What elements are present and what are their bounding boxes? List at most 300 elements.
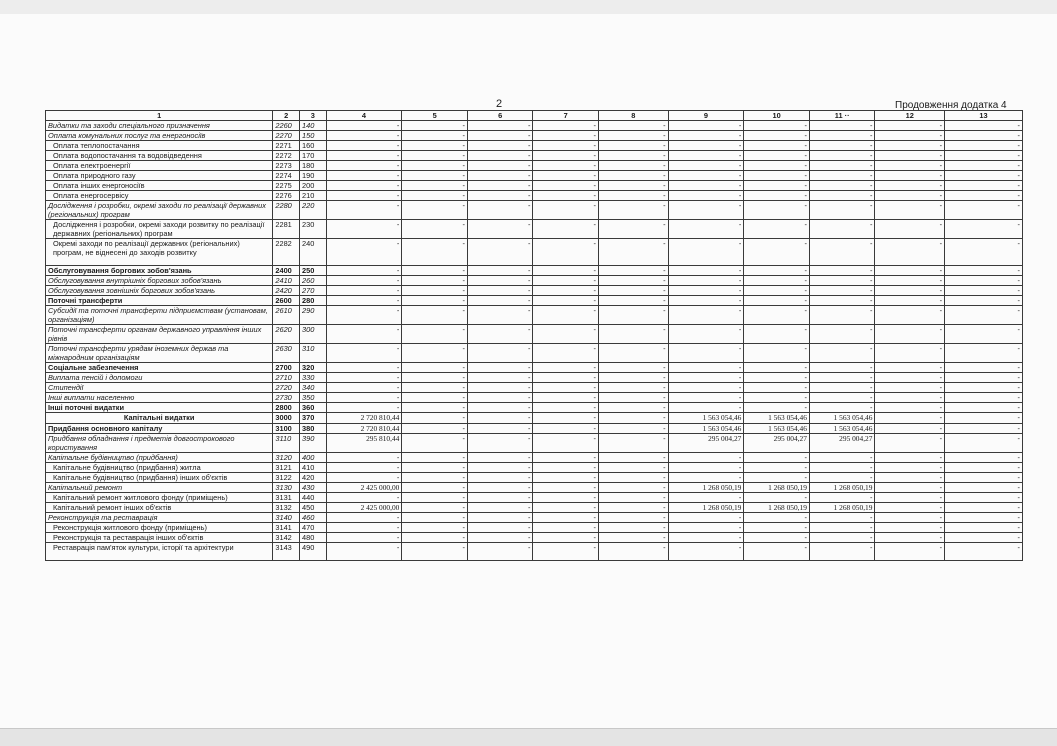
value-cell: -: [467, 201, 533, 220]
value-cell: -: [875, 141, 945, 151]
value-cell: -: [945, 463, 1023, 473]
value-cell: -: [402, 453, 468, 463]
value-cell: -: [875, 161, 945, 171]
value-cell: 1 268 050,19: [809, 503, 875, 513]
row-label: Дослідження і розробки, окремі заходи розвитку по реалізації державних (регіональних) програм: [46, 220, 273, 239]
value-cell: -: [668, 239, 744, 266]
value-cell: -: [467, 373, 533, 383]
value-cell: -: [326, 286, 402, 296]
value-cell: -: [402, 523, 468, 533]
value-cell: -: [533, 453, 599, 463]
value-cell: -: [533, 373, 599, 383]
line-code: 480: [299, 533, 326, 543]
value-cell: -: [467, 533, 533, 543]
line-code: 310: [299, 344, 326, 363]
row-label: Дослідження і розробки, окремі заходи по реалізації державних (регіональних) програм: [46, 201, 273, 220]
value-cell: -: [875, 523, 945, 533]
value-cell: -: [533, 276, 599, 286]
line-code: 230: [299, 220, 326, 239]
value-cell: -: [744, 533, 810, 543]
value-cell: -: [533, 131, 599, 141]
value-cell: -: [945, 121, 1023, 131]
scan-bottom-edge: [0, 728, 1057, 746]
row-label: Оплата електроенергії: [46, 161, 273, 171]
value-cell: -: [467, 239, 533, 266]
line-code: 350: [299, 393, 326, 403]
value-cell: -: [668, 286, 744, 296]
table-row: [46, 513, 1023, 523]
kekv-code: 2410: [273, 276, 300, 286]
value-cell: -: [467, 403, 533, 413]
value-cell: -: [326, 171, 402, 181]
value-cell: -: [945, 483, 1023, 493]
value-cell: -: [668, 306, 744, 325]
value-cell: -: [875, 239, 945, 266]
value-cell: -: [467, 191, 533, 201]
table-row: [46, 239, 1023, 266]
row-label: Оплата водопостачання та водовідведення: [46, 151, 273, 161]
value-cell: -: [945, 131, 1023, 141]
value-cell: -: [668, 453, 744, 463]
value-cell: -: [668, 344, 744, 363]
row-label: Окремі заходи по реалізації державних (регіональних) програм, не віднесені до заходів розвитку: [46, 239, 273, 266]
value-cell: -: [533, 141, 599, 151]
value-cell: -: [402, 473, 468, 483]
line-code: 430: [299, 483, 326, 493]
column-header: 13: [945, 111, 1023, 121]
value-cell: -: [402, 325, 468, 344]
value-cell: -: [945, 191, 1023, 201]
value-cell: 1 563 054,46: [809, 424, 875, 434]
value-cell: -: [668, 463, 744, 473]
value-cell: -: [467, 393, 533, 403]
value-cell: -: [875, 276, 945, 286]
value-cell: -: [668, 543, 744, 561]
value-cell: 1 268 050,19: [744, 483, 810, 493]
table-row: [46, 201, 1023, 220]
table-row: [46, 523, 1023, 533]
row-label: Стипендії: [46, 383, 273, 393]
value-cell: -: [744, 383, 810, 393]
value-cell: -: [533, 383, 599, 393]
value-cell: -: [533, 533, 599, 543]
value-cell: -: [467, 181, 533, 191]
row-label: Реставрація пам'яток культури, історії та архітектури: [46, 543, 273, 561]
value-cell: -: [875, 453, 945, 463]
value-cell: -: [533, 424, 599, 434]
value-cell: -: [668, 171, 744, 181]
value-cell: -: [945, 363, 1023, 373]
table-row: [46, 463, 1023, 473]
row-label: Обслуговування зовнішніх боргових зобов'язань: [46, 286, 273, 296]
value-cell: -: [402, 383, 468, 393]
value-cell: -: [875, 413, 945, 424]
value-cell: -: [326, 473, 402, 483]
value-cell: -: [402, 181, 468, 191]
column-header: 7: [533, 111, 599, 121]
column-header: 11 ··: [809, 111, 875, 121]
value-cell: -: [744, 266, 810, 276]
value-cell: -: [744, 523, 810, 533]
value-cell: -: [598, 434, 668, 453]
value-cell: -: [467, 266, 533, 276]
line-code: 190: [299, 171, 326, 181]
value-cell: -: [326, 403, 402, 413]
value-cell: 1 268 050,19: [744, 503, 810, 513]
row-label: Оплата інших енергоносіїв: [46, 181, 273, 191]
value-cell: -: [875, 434, 945, 453]
row-label: Інші виплати населенню: [46, 393, 273, 403]
value-cell: -: [533, 523, 599, 533]
value-cell: -: [402, 373, 468, 383]
value-cell: -: [467, 161, 533, 171]
row-label: Обслуговування боргових зобов'язань: [46, 266, 273, 276]
value-cell: -: [809, 201, 875, 220]
line-code: 490: [299, 543, 326, 561]
value-cell: -: [744, 296, 810, 306]
value-cell: -: [326, 543, 402, 561]
row-label: Реконструкція та реставрація інших об'єктів: [46, 533, 273, 543]
value-cell: -: [945, 503, 1023, 513]
value-cell: -: [668, 403, 744, 413]
value-cell: -: [598, 413, 668, 424]
value-cell: -: [326, 513, 402, 523]
value-cell: -: [945, 266, 1023, 276]
kekv-code: 2800: [273, 403, 300, 413]
column-header: 5: [402, 111, 468, 121]
value-cell: 295 004,27: [668, 434, 744, 453]
kekv-code: 3140: [273, 513, 300, 523]
value-cell: -: [402, 503, 468, 513]
value-cell: -: [598, 191, 668, 201]
value-cell: -: [668, 131, 744, 141]
kekv-code: 2272: [273, 151, 300, 161]
value-cell: -: [598, 141, 668, 151]
value-cell: -: [598, 171, 668, 181]
line-code: 460: [299, 513, 326, 523]
line-code: 300: [299, 325, 326, 344]
value-cell: -: [598, 121, 668, 131]
value-cell: -: [467, 493, 533, 503]
value-cell: -: [326, 373, 402, 383]
value-cell: -: [402, 393, 468, 403]
kekv-code: 2730: [273, 393, 300, 403]
kekv-code: 2280: [273, 201, 300, 220]
line-code: 220: [299, 201, 326, 220]
line-code: 260: [299, 276, 326, 286]
value-cell: -: [945, 181, 1023, 191]
kekv-code: 3141: [273, 523, 300, 533]
value-cell: -: [598, 131, 668, 141]
value-cell: -: [598, 453, 668, 463]
value-cell: -: [875, 513, 945, 523]
table-row: [46, 424, 1023, 434]
value-cell: -: [402, 344, 468, 363]
value-cell: -: [744, 363, 810, 373]
value-cell: -: [668, 191, 744, 201]
value-cell: -: [533, 220, 599, 239]
value-cell: -: [744, 201, 810, 220]
value-cell: -: [467, 363, 533, 373]
value-cell: -: [809, 344, 875, 363]
kekv-code: 3132: [273, 503, 300, 513]
table-row: [46, 171, 1023, 181]
table-row: [46, 373, 1023, 383]
value-cell: -: [402, 533, 468, 543]
kekv-code: 3143: [273, 543, 300, 561]
value-cell: -: [598, 181, 668, 191]
table-row: [46, 344, 1023, 363]
value-cell: -: [326, 493, 402, 503]
value-cell: -: [809, 325, 875, 344]
value-cell: -: [875, 493, 945, 503]
row-label: Соціальне забезпечення: [46, 363, 273, 373]
value-cell: 1 563 054,46: [809, 413, 875, 424]
value-cell: -: [402, 276, 468, 286]
row-label: Оплата природного газу: [46, 171, 273, 181]
value-cell: -: [945, 306, 1023, 325]
row-label: Виплата пенсій і допомоги: [46, 373, 273, 383]
value-cell: -: [598, 239, 668, 266]
value-cell: -: [402, 191, 468, 201]
value-cell: -: [809, 363, 875, 373]
value-cell: -: [945, 201, 1023, 220]
value-cell: -: [668, 383, 744, 393]
value-cell: -: [402, 141, 468, 151]
value-cell: -: [945, 543, 1023, 561]
value-cell: -: [744, 131, 810, 141]
value-cell: -: [875, 543, 945, 561]
value-cell: -: [875, 181, 945, 191]
value-cell: -: [875, 363, 945, 373]
kekv-code: 2273: [273, 161, 300, 171]
value-cell: 2 720 810,44: [326, 413, 402, 424]
value-cell: -: [744, 513, 810, 523]
value-cell: -: [945, 286, 1023, 296]
line-code: 440: [299, 493, 326, 503]
value-cell: -: [402, 220, 468, 239]
scan-top-edge: [0, 0, 1057, 14]
value-cell: -: [533, 286, 599, 296]
value-cell: -: [668, 220, 744, 239]
value-cell: -: [668, 523, 744, 533]
table-row: [46, 483, 1023, 493]
value-cell: -: [945, 413, 1023, 424]
value-cell: -: [945, 473, 1023, 483]
value-cell: 1 268 050,19: [668, 503, 744, 513]
continuation-label: Продовження додатка 4: [895, 100, 1007, 111]
table-row: [46, 266, 1023, 276]
value-cell: -: [668, 141, 744, 151]
value-cell: -: [533, 344, 599, 363]
value-cell: -: [809, 373, 875, 383]
budget-table: [45, 110, 1023, 561]
value-cell: -: [402, 239, 468, 266]
value-cell: -: [668, 493, 744, 503]
value-cell: -: [875, 220, 945, 239]
value-cell: -: [744, 325, 810, 344]
kekv-code: 2276: [273, 191, 300, 201]
value-cell: -: [945, 296, 1023, 306]
kekv-code: 2420: [273, 286, 300, 296]
value-cell: -: [744, 239, 810, 266]
value-cell: -: [598, 513, 668, 523]
value-cell: -: [744, 373, 810, 383]
value-cell: -: [326, 383, 402, 393]
value-cell: -: [533, 266, 599, 276]
value-cell: -: [467, 434, 533, 453]
line-code: 450: [299, 503, 326, 513]
line-code: 150: [299, 131, 326, 141]
kekv-code: 2600: [273, 296, 300, 306]
value-cell: -: [809, 266, 875, 276]
table-row: [46, 181, 1023, 191]
row-label: Капітальне будівництво (придбання) житла: [46, 463, 273, 473]
table-row: [46, 543, 1023, 561]
table-row: [46, 325, 1023, 344]
value-cell: -: [809, 463, 875, 473]
value-cell: -: [945, 220, 1023, 239]
value-cell: -: [744, 220, 810, 239]
value-cell: -: [467, 513, 533, 523]
line-code: 400: [299, 453, 326, 463]
value-cell: -: [326, 131, 402, 141]
value-cell: -: [668, 296, 744, 306]
value-cell: -: [533, 513, 599, 523]
value-cell: -: [945, 533, 1023, 543]
value-cell: -: [875, 286, 945, 296]
row-label: Субсидії та поточні трансферти підприємствам (установам, організаціям): [46, 306, 273, 325]
value-cell: -: [875, 393, 945, 403]
line-code: 160: [299, 141, 326, 151]
value-cell: -: [668, 121, 744, 131]
value-cell: -: [598, 373, 668, 383]
line-code: 320: [299, 363, 326, 373]
value-cell: -: [326, 151, 402, 161]
value-cell: -: [326, 393, 402, 403]
value-cell: -: [533, 543, 599, 561]
column-header: 12: [875, 111, 945, 121]
value-cell: -: [402, 171, 468, 181]
value-cell: -: [668, 373, 744, 383]
kekv-code: 2282: [273, 239, 300, 266]
value-cell: -: [467, 276, 533, 286]
column-header: 2: [273, 111, 300, 121]
value-cell: -: [945, 151, 1023, 161]
value-cell: -: [809, 171, 875, 181]
table-row: [46, 493, 1023, 503]
value-cell: -: [809, 220, 875, 239]
value-cell: -: [809, 383, 875, 393]
table-row: [46, 296, 1023, 306]
kekv-code: 2610: [273, 306, 300, 325]
value-cell: -: [467, 383, 533, 393]
kekv-code: 2710: [273, 373, 300, 383]
kekv-code: 3121: [273, 463, 300, 473]
value-cell: -: [467, 344, 533, 363]
value-cell: -: [744, 306, 810, 325]
value-cell: -: [326, 276, 402, 286]
value-cell: -: [402, 483, 468, 493]
value-cell: -: [809, 141, 875, 151]
kekv-code: 2720: [273, 383, 300, 393]
value-cell: -: [744, 276, 810, 286]
value-cell: -: [809, 131, 875, 141]
value-cell: -: [533, 483, 599, 493]
value-cell: -: [875, 266, 945, 276]
value-cell: -: [467, 121, 533, 131]
value-cell: -: [809, 181, 875, 191]
value-cell: -: [402, 266, 468, 276]
row-label: Інші поточні видатки: [46, 403, 273, 413]
table-row: [46, 413, 1023, 424]
value-cell: -: [533, 239, 599, 266]
value-cell: -: [809, 513, 875, 523]
line-code: 370: [299, 413, 326, 424]
kekv-code: 3122: [273, 473, 300, 483]
row-label: Поточні трансферти органам державного управління інших рівнів: [46, 325, 273, 344]
table-row: [46, 161, 1023, 171]
value-cell: -: [467, 413, 533, 424]
value-cell: -: [598, 463, 668, 473]
value-cell: -: [598, 151, 668, 161]
value-cell: -: [809, 453, 875, 463]
value-cell: -: [598, 543, 668, 561]
value-cell: -: [744, 191, 810, 201]
table-row: [46, 363, 1023, 373]
value-cell: -: [533, 171, 599, 181]
value-cell: -: [744, 151, 810, 161]
value-cell: -: [668, 181, 744, 191]
value-cell: -: [945, 424, 1023, 434]
value-cell: -: [598, 403, 668, 413]
value-cell: 295 004,27: [809, 434, 875, 453]
value-cell: -: [598, 161, 668, 171]
value-cell: -: [598, 473, 668, 483]
line-code: 330: [299, 373, 326, 383]
value-cell: 2 425 000,00: [326, 483, 402, 493]
value-cell: -: [467, 453, 533, 463]
value-cell: -: [598, 363, 668, 373]
value-cell: -: [945, 276, 1023, 286]
table-row: [46, 503, 1023, 513]
kekv-code: 2274: [273, 171, 300, 181]
line-code: 250: [299, 266, 326, 276]
value-cell: -: [809, 239, 875, 266]
row-label: Капітальний ремонт: [46, 483, 273, 493]
value-cell: -: [402, 363, 468, 373]
table-row: [46, 393, 1023, 403]
value-cell: -: [402, 403, 468, 413]
value-cell: -: [668, 533, 744, 543]
table-row: [46, 151, 1023, 161]
value-cell: -: [598, 493, 668, 503]
value-cell: -: [402, 161, 468, 171]
value-cell: -: [533, 296, 599, 306]
value-cell: -: [402, 296, 468, 306]
value-cell: -: [598, 201, 668, 220]
value-cell: -: [402, 424, 468, 434]
value-cell: -: [533, 306, 599, 325]
row-label: Реконструкція житлового фонду (приміщень): [46, 523, 273, 533]
value-cell: -: [326, 533, 402, 543]
kekv-code: 3120: [273, 453, 300, 463]
value-cell: -: [533, 463, 599, 473]
kekv-code: 2270: [273, 131, 300, 141]
value-cell: -: [945, 344, 1023, 363]
row-label: Поточні трансферти: [46, 296, 273, 306]
kekv-code: 2700: [273, 363, 300, 373]
